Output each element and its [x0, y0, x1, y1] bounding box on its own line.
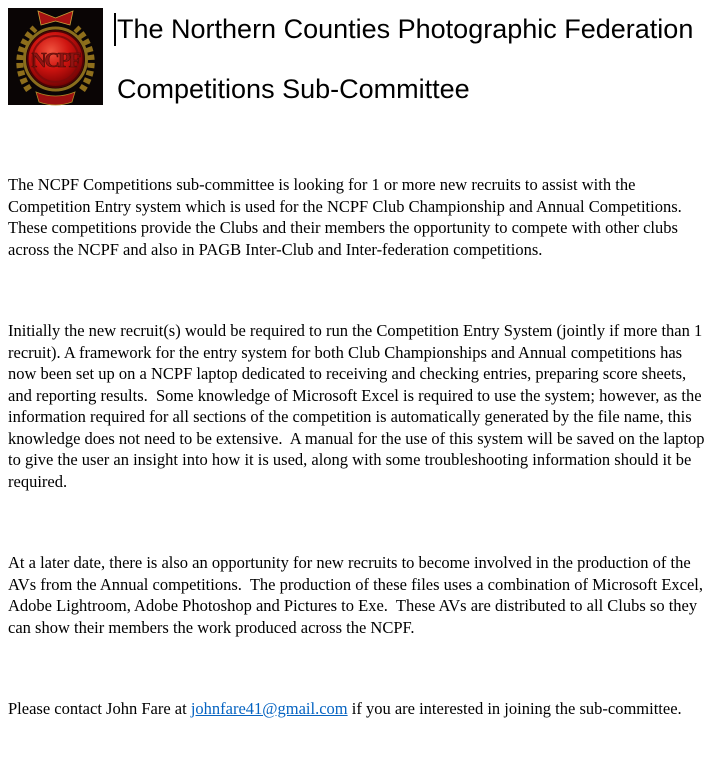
document-body	[8, 131, 712, 763]
text-cursor	[114, 13, 116, 46]
title-block	[117, 8, 693, 106]
paragraph-contact	[8, 698, 712, 720]
paragraph-intro: The NCPF Competitions sub-committee is looking for 1 or more new recruits to assist with the Competition Entry system which is used for the NCPF Club Championship and Annual Competitions. These competitions provide the Clubs and their members the opportunity to compete with other clubs across the NCPF and also in PAGB Inter-Club and Inter-federation competitions.	[8, 175, 690, 259]
ncpf-monogram: NCPF	[31, 48, 80, 72]
page-title: The Northern Counties Photographic Federation	[117, 14, 694, 44]
contact-prefix-text: Please contact John Fare at	[8, 699, 191, 718]
page-subtitle: Competitions Sub-Committee	[117, 74, 470, 104]
paragraph-role-details: Initially the new recruit(s) would be required to run the Competition Entry System (jointly if more than 1 recruit). A framework for the entry system for both Club Championships and Annual competitions has now been set up on a NCPF laptop dedicated to receiving and checking entries, preparing score sheets, and reporting results. Some knowledge of Microsoft Excel is required to use the system; however, as the information required for all sections of the competition is automatically generated by the file name, this knowledge does not need to be extensive. A manual for the use of this system will be saved on the laptop to give the user an insight into how it is used, along with some troubleshooting information should it be required.	[8, 321, 709, 491]
ncpf-badge-graphic	[8, 8, 103, 105]
paragraph-av-production: At a later date, there is also an opportunity for new recruits to become involved in the production of the AVs from the Annual competitions. The production of these files uses a combination of Microsoft Excel, Adobe Lightroom, Adobe Photoshop and Pictures to Exe. These AVs are distributed to all Clubs so they can show their members the work produced across the NCPF.	[8, 553, 707, 637]
email-link[interactable]: johnfare41@gmail.com	[190, 699, 348, 718]
contact-suffix-text: if you are interested in joining the sub-committee.	[347, 699, 682, 718]
ncpf-badge-logo-icon	[8, 8, 103, 105]
document-header	[8, 8, 693, 106]
